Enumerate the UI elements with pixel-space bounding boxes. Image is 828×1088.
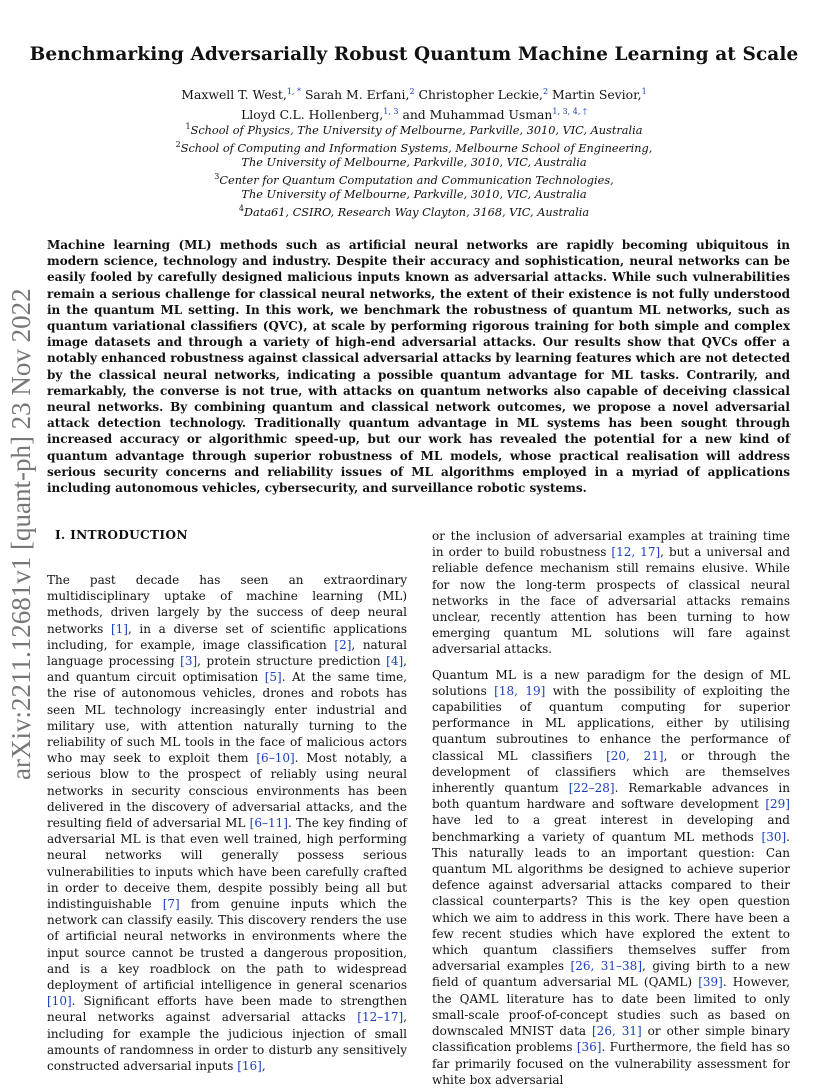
citation-link[interactable]: [6–10] xyxy=(256,751,295,766)
citation-link[interactable]: [12–17] xyxy=(357,1010,404,1025)
left-column xyxy=(47,528,407,1074)
affiliation-text: The University of Melbourne, Parkville, 3010, VIC, Australia xyxy=(241,188,587,202)
affiliation-text: The University of Melbourne, Parkville, 3010, VIC, Australia xyxy=(241,155,587,169)
paragraph-text: . Remarkable advances in both quantum hardware and software development xyxy=(432,781,790,812)
paragraph-text: , and quantum circuit optimisation xyxy=(47,654,407,685)
affiliation-line xyxy=(0,156,828,170)
affiliation-line xyxy=(0,170,828,188)
paragraph-text: . The key finding of adversarial ML is that even well trained, high performing neural networks will generally possess serious vulnerabilities to inputs which have been carefully crafted in order to deceive them, despite possibly being all but indistinguishable xyxy=(47,816,407,912)
affiliation-line xyxy=(0,202,828,220)
paragraph-text: , in a diverse set of scientific applications including, for example, image classification xyxy=(47,621,407,652)
intro-paragraph-1 xyxy=(47,572,407,1074)
paragraph-text: , xyxy=(261,1059,266,1074)
paragraph-text: from genuine inputs which the network can classify easily. This discovery renders the use of artificial neural networks in environments where the input source cannot be trusted a dangerous proposition, and is a key roadblock on the path to widespread deployment of artificial intelligence in general scenarios xyxy=(47,897,407,993)
affiliation-line xyxy=(0,188,828,202)
paragraph-text: , or through the development of classifiers which are themselves inherently quantum xyxy=(432,748,790,796)
affiliation-list xyxy=(0,120,828,220)
paragraph-text: . Most notably, a serious blow to the prospect of reliably using neural networks in security conscious environments has been delivered in the discovery of adversarial attacks, and the resulting field of adversarial ML xyxy=(47,751,407,831)
paragraph-text: . At the same time, the rise of autonomous vehicles, drones and robots has seen ML technology increasingly enter industrial and military use, with attention naturally turning to the reliability of such ML tools in the face of malicious actors who may seek to exploit them xyxy=(47,670,407,766)
affiliation-line xyxy=(0,138,828,156)
affiliation-text: Center for Quantum Computation and Communication Technologies, xyxy=(219,173,614,187)
paragraph-text: . However, the QAML literature has to date been limited to only small-scale proof-of-concept studies such as based on downscaled MNIST data xyxy=(432,975,790,1039)
right-column xyxy=(432,528,790,1088)
citation-link[interactable]: [30] xyxy=(761,829,787,844)
affiliation-number: 4 xyxy=(238,204,244,214)
author-affiliation-mark: 1, 3 xyxy=(383,107,399,117)
paragraph-text: . This naturally leads to an important question: Can quantum ML algorithms be designed to achieve superior defence against adversarial attacks compared to their classical counterparts? This is the key open question which we aim to address in this work. There have been a few recent studies which have explored the extent to which quantum classifiers themselves suffer from adversarial examples xyxy=(432,829,790,974)
paragraph-text: , giving birth to a new field of quantum adversarial ML (QAML) xyxy=(432,959,790,990)
citation-link[interactable]: [4] xyxy=(386,654,404,669)
paper-title: Benchmarking Adversarially Robust Quantum Machine Learning at Scale xyxy=(29,44,799,65)
affiliation-number: 1 xyxy=(185,122,191,131)
intro-paragraph-1-continued xyxy=(432,528,790,658)
citation-link[interactable]: [3] xyxy=(180,654,198,669)
author-affiliation-mark: 2 xyxy=(542,87,549,96)
paragraph-text: , protein structure prediction xyxy=(197,654,387,669)
paragraph-text: or the inclusion of adversarial examples at training time in order to build robustness xyxy=(432,529,790,560)
affiliation-text: School of Computing and Information Systems, Melbourne School of Engineering, xyxy=(180,141,653,155)
author-name: Maxwell T. West, xyxy=(181,87,287,103)
affiliation-text: School of Physics, The University of Melbourne, Parkville, 3010, VIC, Australia xyxy=(190,123,643,137)
affiliation-number: 3 xyxy=(214,172,220,182)
paragraph-text: , natural language processing xyxy=(47,637,407,669)
paragraph-text: The past decade has seen an extraordinary multidisciplinary uptake of machine learning (ML) methods, driven largely by the success of deep neural networks xyxy=(47,573,407,636)
citation-link[interactable]: [26, 31–38] xyxy=(570,959,643,974)
paragraph-text: or other simple binary classification problems xyxy=(432,1024,791,1055)
paragraph-text: , including for example the judicious injection of small amounts of randomness in order to disturb any sensitively constructed adversarial inputs xyxy=(47,1010,407,1074)
author-affiliation-mark: 1, 3, 4, † xyxy=(552,107,587,117)
citation-link[interactable]: [2] xyxy=(334,637,352,652)
paragraph-text: . Significant efforts have been made to strengthen neural networks against adversarial attacks xyxy=(47,994,407,1025)
citation-link[interactable]: [18, 19] xyxy=(494,683,546,698)
citation-link[interactable]: [12, 17] xyxy=(611,545,661,560)
abstract: Machine learning (ML) methods such as artificial neural networks are rapidly becoming ubiquitous in modern science, technology and industry. Despite their accuracy and sophistication, neural networks can be easily fooled by carefully designed malicious inputs known as adversarial attacks. While such vulnerabilities remain a serious challenge for classical neural networks, the extent of their existence is not fully understood in the quantum ML setting. In this work, we benchmark the robustness of quantum ML networks, such as quantum variational classifiers (QVC), at scale by performing rigorous training for both simple and complex image datasets and through a variety of high-end adversarial attacks. Our results show that QVCs offer a notably enhanced robustness against classical adversarial attacks by learning features which are not detected by the classical neural networks, indicating a possible quantum advantage for ML tasks. Contrarily, and remarkably, the converse is not true, with attacks on quantum networks also capable of deceiving classical neural networks. By combining quantum and classical network outcomes, we propose a novel adversarial attack detection technology. Traditionally quantum advantage in ML systems has been sought through increased accuracy or algorithmic speed-up, but our work has revealed the potential for a new kind of quantum advantage through superior robustness of ML models, whose practical realisation will address serious security concerns and reliability issues of ML algorithms employed in a myriad of applications including autonomous vehicles, cybersecurity, and surveillance robotic systems. xyxy=(47,238,790,496)
author-line-1 xyxy=(0,83,828,103)
citation-link[interactable]: [1] xyxy=(110,621,128,636)
citation-link[interactable]: [22–28] xyxy=(568,781,615,796)
author-affiliation-mark: 1, * xyxy=(286,87,301,96)
affiliation-text: Data61, CSIRO, Research Way Clayton, 3168, VIC, Australia xyxy=(243,206,590,220)
author-name: and Muhammad Usman xyxy=(398,107,553,123)
author-list xyxy=(0,83,828,123)
arxiv-identifier-stamp: arXiv:2211.12681v1 [quant-ph] 23 Nov 2022 xyxy=(6,288,36,780)
author-affiliation-mark: 2 xyxy=(409,87,415,96)
citation-link[interactable]: [39] xyxy=(698,975,723,990)
paragraph-text: . Furthermore, the field has so far primarily focused on the vulnerability assessment for white box adversarial xyxy=(432,1040,790,1087)
author-name: Christopher Leckie, xyxy=(414,87,543,103)
citation-link[interactable]: [29] xyxy=(765,797,790,812)
author-affiliation-mark: 1 xyxy=(641,87,647,96)
affiliation-line xyxy=(0,120,828,138)
affiliation-number: 2 xyxy=(175,139,181,149)
paragraph-text: with the possibility of exploiting the capabilities of quantum computing for superior performance in ML applications, either by utilising quantum subroutines to enhance the performance of classical ML classifiers xyxy=(432,683,791,763)
citation-link[interactable]: [20, 21] xyxy=(606,748,664,763)
citation-link[interactable]: [6–11] xyxy=(249,816,288,831)
paragraph-text: Quantum ML is a new paradigm for the design of ML solutions xyxy=(432,667,790,698)
author-name: Martin Sevior, xyxy=(548,87,642,103)
citation-link[interactable]: [5] xyxy=(264,670,282,685)
author-name: Lloyd C.L. Hollenberg, xyxy=(241,107,384,123)
citation-link[interactable]: [26, 31] xyxy=(592,1024,642,1039)
intro-paragraph-2 xyxy=(432,667,790,1088)
section-heading: I. INTRODUCTION xyxy=(55,528,188,542)
citation-link[interactable]: [36] xyxy=(576,1040,602,1055)
paragraph-text: , but a universal and reliable defence mechanism still remains elusive. While for now the long-term prospects of classical neural networks in the face of adversarial attacks remains unclear, recently attention has been turning to how emerging quantum ML solutions will fare against adversarial attacks. xyxy=(432,545,791,657)
paragraph-text: have led to a great interest in developing and benchmarking a variety of quantum ML methods xyxy=(432,813,790,844)
citation-link[interactable]: [10] xyxy=(47,994,72,1009)
citation-link[interactable]: [16] xyxy=(237,1059,262,1074)
citation-link[interactable]: [7] xyxy=(162,897,180,912)
author-name: Sarah M. Erfani, xyxy=(301,87,410,103)
